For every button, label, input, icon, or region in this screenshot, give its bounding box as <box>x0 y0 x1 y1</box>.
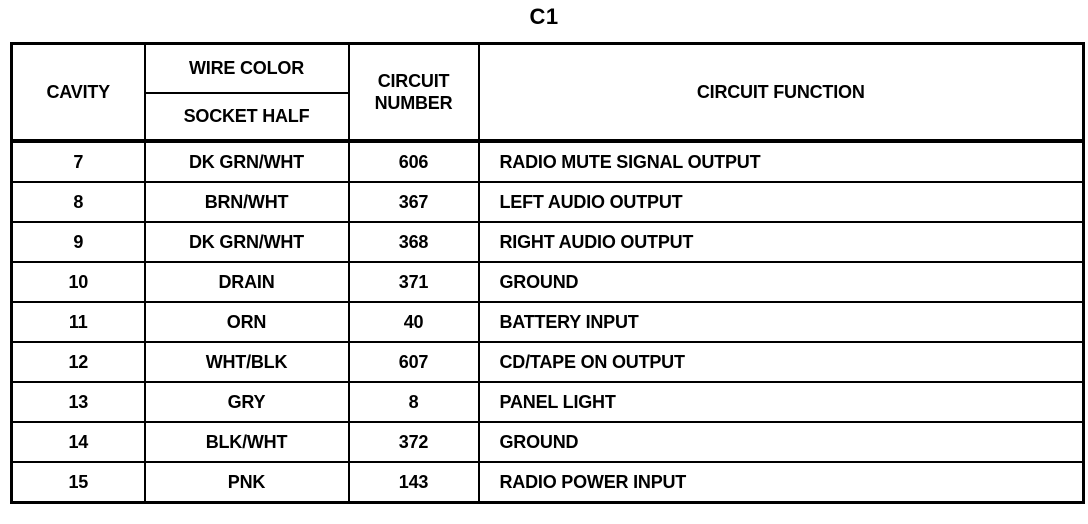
circuit-function-cell: CD/TAPE ON OUTPUT <box>479 342 1084 382</box>
wire-color-cell: ORN <box>145 302 349 342</box>
cavity-cell: 10 <box>12 262 145 302</box>
wire-color-cell: BLK/WHT <box>145 422 349 462</box>
circuit-number-cell: 372 <box>349 422 479 462</box>
circuit-function-cell: RIGHT AUDIO OUTPUT <box>479 222 1084 262</box>
cavity-cell: 14 <box>12 422 145 462</box>
socket-half-header: SOCKET HALF <box>145 93 349 141</box>
circuit-number-cell: 367 <box>349 182 479 222</box>
cavity-cell: 15 <box>12 462 145 503</box>
table-row <box>12 141 1084 182</box>
circuit-function-cell: BATTERY INPUT <box>479 302 1084 342</box>
connector-title: C1 <box>529 4 559 29</box>
cavity-cell: 13 <box>12 382 145 422</box>
circuit-number-cell: 368 <box>349 222 479 262</box>
cavity-cell: 8 <box>12 182 145 222</box>
table-row <box>12 422 1084 462</box>
circuit-function-cell: GROUND <box>479 262 1084 302</box>
wire-color-cell: GRY <box>145 382 349 422</box>
cavity-cell: 11 <box>12 302 145 342</box>
circuit-function-cell: GROUND <box>479 422 1084 462</box>
cavity-cell: 9 <box>12 222 145 262</box>
circuit-function-cell: RADIO POWER INPUT <box>479 462 1084 503</box>
wire-color-cell: PNK <box>145 462 349 503</box>
header-row <box>12 44 1084 94</box>
wire-color-cell: WHT/BLK <box>145 342 349 382</box>
table-row <box>12 302 1084 342</box>
circuit-number-header-line1: CIRCUIT <box>377 71 450 91</box>
circuit-number-header-line2: NUMBER <box>374 93 453 113</box>
circuit-number-cell: 371 <box>349 262 479 302</box>
circuit-function-cell: LEFT AUDIO OUTPUT <box>479 182 1084 222</box>
circuit-number-cell: 606 <box>349 141 479 182</box>
cavity-header: CAVITY <box>12 44 145 142</box>
wire-color-cell: DK GRN/WHT <box>145 141 349 182</box>
cavity-cell: 7 <box>12 141 145 182</box>
table-body <box>12 141 1084 503</box>
circuit-number-header <box>349 44 479 142</box>
circuit-number-cell: 40 <box>349 302 479 342</box>
table-row <box>12 462 1084 503</box>
circuit-function-cell: PANEL LIGHT <box>479 382 1084 422</box>
wire-color-cell: DRAIN <box>145 262 349 302</box>
circuit-function-header: CIRCUIT FUNCTION <box>479 44 1084 142</box>
table-header <box>12 44 1084 142</box>
wire-color-header: WIRE COLOR <box>145 44 349 94</box>
circuit-number-cell: 607 <box>349 342 479 382</box>
table-row <box>12 342 1084 382</box>
circuit-function-cell: RADIO MUTE SIGNAL OUTPUT <box>479 141 1084 182</box>
table-row <box>12 222 1084 262</box>
table-row <box>12 182 1084 222</box>
circuit-number-cell: 143 <box>349 462 479 503</box>
table-row <box>12 262 1084 302</box>
cavity-cell: 12 <box>12 342 145 382</box>
connector-pinout-table <box>10 42 1085 504</box>
wire-color-cell: DK GRN/WHT <box>145 222 349 262</box>
wire-color-cell: BRN/WHT <box>145 182 349 222</box>
table-row <box>12 382 1084 422</box>
circuit-number-cell: 8 <box>349 382 479 422</box>
